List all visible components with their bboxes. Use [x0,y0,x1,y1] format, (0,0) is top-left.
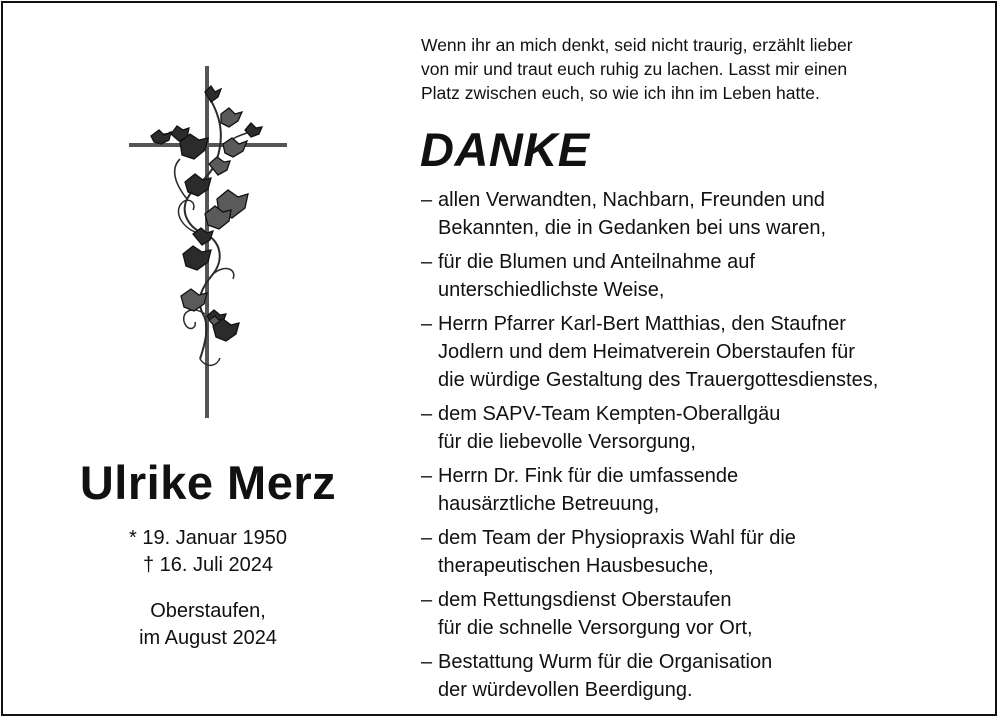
thanks-item [421,524,986,580]
poem-line: Platz zwischen euch, so wie ich ihn im Leben hatte. [421,83,820,103]
thanks-list [421,186,986,710]
life-dates [0,525,416,579]
dash-bullet: – [421,403,433,425]
thanks-line: unterschiedlichste Weise, [438,279,665,301]
thanks-line: allen Verwandten, Nachbarn, Freunden und [438,189,825,211]
dash-bullet: – [421,189,433,211]
thanks-line: dem Team der Physiopraxis Wahl für die [438,527,796,549]
thanks-line: therapeutischen Hausbesuche, [438,555,714,577]
thanks-line: Bekannten, die in Gedanken bei uns waren, [438,217,827,239]
dash-bullet: – [421,527,433,549]
thanks-line: hausärztliche Betreuung, [438,493,660,515]
thanks-item [421,248,986,304]
thanks-line: dem SAPV-Team Kempten-Oberallgäu [438,403,781,425]
birth-date: * 19. Januar 1950 [129,527,287,549]
death-date: † 16. Juli 2024 [142,554,274,576]
thanks-item [421,586,986,642]
dash-bullet: – [421,313,433,335]
poem [421,33,981,105]
thanks-line: für die Blumen und Anteilnahme auf [438,251,755,273]
thanks-line: dem Rettungsdienst Oberstaufen [438,589,732,611]
dash-bullet: – [421,465,433,487]
thanks-line: die würdige Gestaltung des Trauergottesdienstes, [438,369,879,391]
place-and-date [0,598,416,652]
thanks-item [421,310,986,394]
thanks-item [421,462,986,518]
thanks-item [421,400,986,456]
thanks-line: der würdevollen Beerdigung. [438,679,693,701]
thanks-item [421,186,986,242]
dash-bullet: – [421,251,433,273]
dash-bullet: – [421,651,433,673]
thanks-line: Herrn Dr. Fink für die umfassende [438,465,739,487]
cross-with-ivy-icon [125,64,295,424]
deceased-name: Ulrike Merz [79,456,337,509]
thanks-line: für die schnelle Versorgung vor Ort, [438,617,753,639]
thanks-line: Bestattung Wurm für die Organisation [438,651,773,673]
thanks-line: für die liebevolle Versorgung, [438,431,696,453]
place-line: Oberstaufen, [150,600,266,622]
poem-line: von mir und traut euch ruhig zu lachen. Lasst mir einen [421,59,848,79]
poem-line: Wenn ihr an mich denkt, seid nicht traurig, erzählt lieber [421,35,853,55]
danke-heading: DANKE [420,123,590,176]
thanks-item [421,648,986,704]
dash-bullet: – [421,589,433,611]
thanks-line: Herrn Pfarrer Karl-Bert Matthias, den Staufner [438,313,846,335]
place-line: im August 2024 [139,627,277,649]
thanks-line: Jodlern und dem Heimatverein Oberstaufen für [438,341,855,363]
